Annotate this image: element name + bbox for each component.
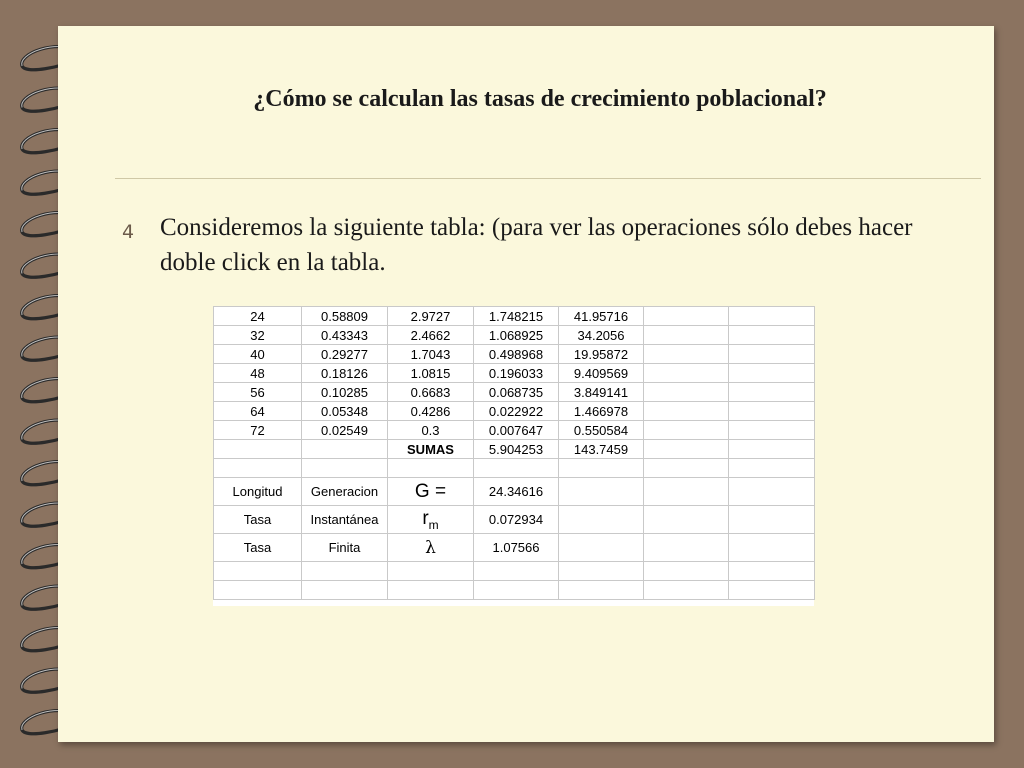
table-cell[interactable]: 2.9727 xyxy=(388,307,474,326)
table-cell[interactable]: 2.4662 xyxy=(388,326,474,345)
table-cell[interactable] xyxy=(302,440,388,459)
table-cell[interactable]: 0.550584 xyxy=(559,421,644,440)
symbol-subscript: m xyxy=(428,517,439,532)
sums-label[interactable]: SUMAS xyxy=(388,440,474,459)
table-cell[interactable] xyxy=(388,581,474,600)
table-cell[interactable]: 34.2056 xyxy=(559,326,644,345)
table-cell[interactable] xyxy=(644,345,729,364)
table-cell[interactable]: 0.58809 xyxy=(302,307,388,326)
empty-row xyxy=(214,459,815,478)
table-cell[interactable]: 56 xyxy=(214,383,302,402)
table-cell[interactable] xyxy=(644,506,729,534)
table-cell[interactable] xyxy=(302,459,388,478)
table-cell[interactable] xyxy=(644,459,729,478)
table-cell[interactable] xyxy=(559,581,644,600)
table-cell[interactable] xyxy=(729,581,815,600)
table-cell[interactable] xyxy=(474,562,559,581)
table-cell[interactable] xyxy=(729,459,815,478)
table-cell[interactable] xyxy=(644,307,729,326)
table-cell[interactable] xyxy=(729,326,815,345)
result-label[interactable]: Instantánea xyxy=(302,506,388,534)
result-value[interactable]: 24.34616 xyxy=(474,478,559,506)
table-cell[interactable] xyxy=(559,534,644,562)
symbol-r: r xyxy=(422,507,429,529)
table-cell[interactable] xyxy=(644,562,729,581)
table-cell[interactable]: 0.02549 xyxy=(302,421,388,440)
table-cell[interactable] xyxy=(644,478,729,506)
table-cell[interactable]: 0.022922 xyxy=(474,402,559,421)
result-value[interactable]: 1.07566 xyxy=(474,534,559,562)
symbol-g[interactable]: G = xyxy=(388,478,474,506)
table-cell[interactable] xyxy=(559,562,644,581)
table-cell[interactable] xyxy=(214,581,302,600)
result-value[interactable]: 0.072934 xyxy=(474,506,559,534)
table-cell[interactable]: 0.068735 xyxy=(474,383,559,402)
table-cell[interactable] xyxy=(644,364,729,383)
table-row xyxy=(214,383,815,402)
sum-cell[interactable]: 5.904253 xyxy=(474,440,559,459)
table-cell[interactable] xyxy=(729,534,815,562)
title-divider xyxy=(115,178,981,179)
table-cell[interactable]: 0.29277 xyxy=(302,345,388,364)
table-cell[interactable] xyxy=(729,506,815,534)
table-cell[interactable]: 64 xyxy=(214,402,302,421)
table-cell[interactable]: 19.95872 xyxy=(559,345,644,364)
table-cell[interactable]: 1.0815 xyxy=(388,364,474,383)
table-cell[interactable] xyxy=(474,581,559,600)
table-cell[interactable] xyxy=(388,459,474,478)
data-table[interactable] xyxy=(213,306,815,600)
table-cell[interactable]: 1.7043 xyxy=(388,345,474,364)
table-row xyxy=(214,345,815,364)
table-cell[interactable] xyxy=(729,402,815,421)
table-cell[interactable] xyxy=(644,383,729,402)
bullet-icon: 4 xyxy=(122,221,135,243)
table-cell[interactable] xyxy=(729,345,815,364)
result-label[interactable]: Finita xyxy=(302,534,388,562)
slide-title: ¿Cómo se calculan las tasas de crecimiento poblacional? xyxy=(253,86,827,112)
table-cell[interactable] xyxy=(729,307,815,326)
table-cell[interactable] xyxy=(644,421,729,440)
empty-row xyxy=(214,581,815,600)
table-cell[interactable] xyxy=(559,459,644,478)
table-cell[interactable] xyxy=(729,421,815,440)
table-cell[interactable]: 24 xyxy=(214,307,302,326)
result-row-instant-rate xyxy=(214,506,815,534)
table-cell[interactable]: 0.6683 xyxy=(388,383,474,402)
table-cell[interactable]: 1.748215 xyxy=(474,307,559,326)
table-cell[interactable] xyxy=(302,562,388,581)
table-cell[interactable] xyxy=(729,562,815,581)
table-cell[interactable] xyxy=(644,326,729,345)
table-cell[interactable]: 9.409569 xyxy=(559,364,644,383)
sum-cell[interactable]: 143.7459 xyxy=(559,440,644,459)
table-cell[interactable]: 3.849141 xyxy=(559,383,644,402)
table-cell[interactable]: 0.43343 xyxy=(302,326,388,345)
table-cell[interactable]: 1.068925 xyxy=(474,326,559,345)
table-cell[interactable] xyxy=(302,581,388,600)
table-cell[interactable] xyxy=(644,402,729,421)
table-row xyxy=(214,307,815,326)
table-row xyxy=(214,402,815,421)
table-cell[interactable] xyxy=(729,383,815,402)
bullet-text: Consideremos la siguiente tabla: (para ver las operaciones sólo debes hacer doble click en la tabla. xyxy=(160,214,913,276)
table-cell[interactable] xyxy=(214,440,302,459)
symbol-lambda[interactable]: λ xyxy=(388,534,474,562)
table-cell[interactable] xyxy=(644,581,729,600)
table-cell[interactable] xyxy=(729,364,815,383)
table-row xyxy=(214,421,815,440)
empty-row xyxy=(214,562,815,581)
table-cell[interactable] xyxy=(559,506,644,534)
table-cell[interactable] xyxy=(644,534,729,562)
table-cell[interactable]: 0.498968 xyxy=(474,345,559,364)
table-cell[interactable]: 0.05348 xyxy=(302,402,388,421)
table-cell[interactable]: 48 xyxy=(214,364,302,383)
table-cell[interactable] xyxy=(474,459,559,478)
table-cell[interactable] xyxy=(214,562,302,581)
symbol-rm[interactable] xyxy=(388,506,474,534)
result-row-finite-rate xyxy=(214,534,815,562)
table-cell[interactable]: 0.196033 xyxy=(474,364,559,383)
result-label[interactable]: Tasa xyxy=(214,534,302,562)
table-cell[interactable]: 32 xyxy=(214,326,302,345)
table-cell[interactable]: 0.4286 xyxy=(388,402,474,421)
result-label[interactable]: Generacion xyxy=(302,478,388,506)
table-cell[interactable] xyxy=(729,478,815,506)
table-cell[interactable] xyxy=(214,459,302,478)
result-label[interactable]: Longitud xyxy=(214,478,302,506)
table-cell[interactable]: 1.466978 xyxy=(559,402,644,421)
table-row xyxy=(214,326,815,345)
embedded-spreadsheet[interactable] xyxy=(213,306,814,606)
table-cell[interactable]: 0.18126 xyxy=(302,364,388,383)
table-cell[interactable]: 0.3 xyxy=(388,421,474,440)
result-label[interactable]: Tasa xyxy=(214,506,302,534)
table-cell[interactable]: 40 xyxy=(214,345,302,364)
table-cell[interactable]: 0.007647 xyxy=(474,421,559,440)
table-cell[interactable]: 41.95716 xyxy=(559,307,644,326)
table-cell[interactable] xyxy=(559,478,644,506)
table-cell[interactable] xyxy=(388,562,474,581)
result-row-generation xyxy=(214,478,815,506)
table-cell[interactable]: 0.10285 xyxy=(302,383,388,402)
table-row xyxy=(214,364,815,383)
sums-row xyxy=(214,440,815,459)
table-cell[interactable]: 72 xyxy=(214,421,302,440)
table-cell[interactable] xyxy=(729,440,815,459)
table-cell[interactable] xyxy=(644,440,729,459)
